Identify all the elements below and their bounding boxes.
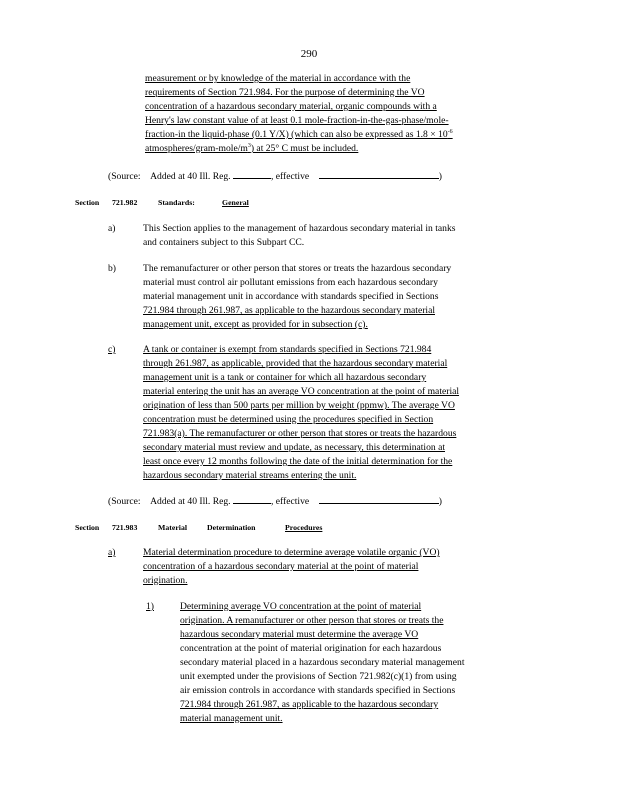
subsection-c-line-9: least once every 12 months following the date of the initial determination for the: [143, 456, 453, 467]
subsection-c-line-1: A tank or container is exempt from standards specified in Sections 721.984: [143, 344, 432, 355]
intro-line-1: measurement or by knowledge of the material in accordance with the: [145, 73, 411, 84]
effective-date-blank-2: [319, 494, 439, 504]
section-982-number: 721.982: [112, 198, 138, 207]
subsection-c-line-2: through 261.987, as applicable, provided that the hazardous secondary material: [143, 358, 448, 369]
subsection-983a-line-3: origination.: [143, 575, 188, 586]
subsection-c-line-4: material entering the unit has an average VO concentration at the point of material: [143, 386, 460, 397]
paragraph-1-line-1: Determining average VO concentration at the point of material: [180, 601, 422, 612]
paragraph-1-label: 1): [146, 601, 154, 612]
section-983-title-material: Material: [158, 523, 188, 532]
subsection-983a-label: a): [108, 547, 116, 558]
subsection-a-line-1: This Section applies to the management of hazardous secondary material in tanks: [143, 223, 456, 234]
subsection-c-line-8: secondary material must review and update, as necessary, this determination at: [143, 442, 446, 453]
subsection-b-label: b): [108, 263, 116, 274]
intro-line-2: requirements of Section 721.984. For the purpose of determining the VO: [145, 87, 425, 98]
paragraph-1-line-8: 721.984 through 261.987, as applicable to the hazardous secondary: [180, 699, 439, 710]
subsection-b-line-3: material management unit in accordance with standards specified in Sections: [143, 291, 439, 302]
section-982-word: Section: [75, 198, 100, 207]
intro-line-3: concentration of a hazardous secondary material, organic compounds with a: [145, 101, 437, 112]
page-number: 290: [300, 48, 318, 60]
intro-line-6: atmospheres/$gram-mole/m^3$) at 25° C must be included.: [145, 143, 359, 154]
paragraph-1-line-4: concentration at the point of material origination for each hazardous: [180, 643, 442, 654]
reg-volume-blank: [233, 169, 271, 179]
intro-line-4: Henry's law constant value of at least 0.1 mole-fraction-in-the-gas-phase/mole-: [145, 115, 449, 126]
intro-line-5: fraction-in the liquid-phase (0.1 Y/X) (which can also be expressed as $1.8 \times 10^{-6}$: [145, 129, 453, 140]
source-line-1: (Source: Added at 40 Ill. Reg. , effective ): [108, 171, 442, 182]
effective-date-blank: [319, 169, 439, 179]
reg-volume-blank-2: [233, 494, 271, 504]
section-983-word: Section: [75, 523, 100, 532]
subsection-b-line-2: material must control air pollutant emissions from each hazardous secondary: [143, 277, 438, 288]
paragraph-1-line-2: origination. A remanufacturer or other person that stores or treats the: [180, 615, 444, 626]
subsection-c-line-5: origination of less than 500 parts per million by weight (ppmw). The average VO: [143, 400, 455, 411]
paragraph-1-line-5: secondary material placed in a hazardous secondary material management: [180, 657, 465, 668]
section-983-title-procedures: Procedures: [285, 523, 323, 532]
subsection-c-line-7: 721.983(a). The remanufacturer or other person that stores or treats the hazardous: [143, 428, 457, 439]
subsection-983a-line-1: Material determination procedure to determine average volatile organic (VO): [143, 547, 440, 558]
subsection-a-label: a): [108, 223, 116, 234]
paragraph-1-line-6: unit exempted under the provisions of Section 721.982(c)(1) from using: [180, 671, 457, 682]
paragraph-1-line-7: air emission controls in accordance with standards specified in Sections: [180, 685, 456, 696]
subsection-c-line-10: hazardous secondary material streams entering the unit.: [143, 470, 357, 481]
section-983-title-determination: Determination: [207, 523, 256, 532]
paragraph-1-line-9: material management unit.: [180, 713, 283, 724]
subsection-c-line-6: concentration must be determined using the procedures specified in Section: [143, 414, 434, 425]
section-982-title: Standards:: [158, 198, 195, 207]
subsection-c-label: c): [108, 344, 116, 355]
subsection-b-line-4: 721.984 through 261.987, as applicable to the hazardous secondary material: [143, 305, 435, 316]
subsection-c-line-3: management unit is a tank or container for which all hazardous secondary: [143, 372, 427, 383]
subsection-b-line-1: The remanufacturer or other person that stores or treats the hazardous secondary: [143, 263, 452, 274]
section-982-title-general: General: [222, 198, 249, 207]
source-line-2: (Source: Added at 40 Ill. Reg. , effective ): [108, 496, 442, 507]
subsection-b-line-5: management unit, except as provided for in subsection (c).: [143, 319, 368, 330]
section-983-number: 721.983: [112, 523, 138, 532]
paragraph-1-line-3: hazardous secondary material must determine the average VO: [180, 629, 419, 640]
subsection-983a-line-2: concentration of a hazardous secondary material at the point of material: [143, 561, 419, 572]
subsection-a-line-2: and containers subject to this Subpart CC.: [143, 237, 305, 248]
